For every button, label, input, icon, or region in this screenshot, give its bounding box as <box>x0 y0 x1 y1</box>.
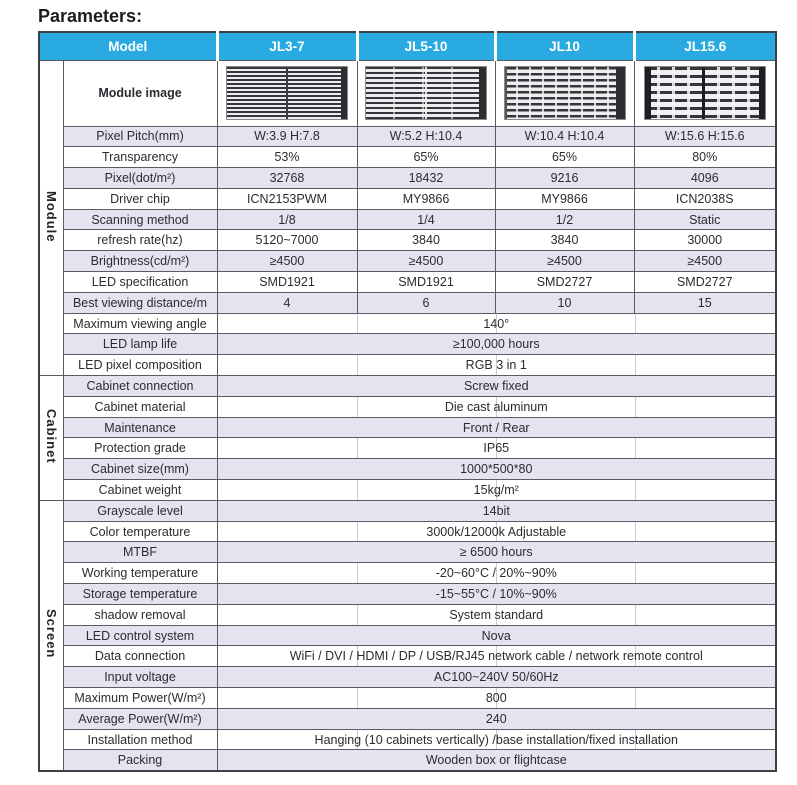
row-label: Brightness(cd/m²) <box>63 251 217 272</box>
table-row <box>39 334 776 355</box>
merged-value: Screw fixed <box>217 376 776 397</box>
table-row <box>39 688 776 709</box>
row-label: Best viewing distance/m <box>63 292 217 313</box>
merged-value: AC100~240V 50/60Hz <box>217 667 776 688</box>
merged-value: 140° <box>217 313 776 334</box>
table-row <box>39 708 776 729</box>
table-row <box>39 521 776 542</box>
table-row <box>39 500 776 521</box>
cell-value: 9216 <box>495 168 634 189</box>
cell-value: 32768 <box>217 168 357 189</box>
table-row <box>39 313 776 334</box>
merged-value: Die cast aluminum <box>217 396 776 417</box>
row-label: Average Power(W/m²) <box>63 708 217 729</box>
cell-value: SMD1921 <box>357 272 495 293</box>
cell-value: 3840 <box>357 230 495 251</box>
group-label: Module <box>43 190 59 243</box>
cell-value: ≥4500 <box>217 251 357 272</box>
table-row <box>39 188 776 209</box>
merged-value: Hanging (10 cabinets vertically) /base installation/fixed installation <box>217 729 776 750</box>
cell-value: 80% <box>634 147 776 168</box>
table-row <box>39 542 776 563</box>
module-image-cell <box>495 60 634 126</box>
row-label: Maximum viewing angle <box>63 313 217 334</box>
table-row <box>39 750 776 771</box>
cell-value: ICN2038S <box>634 188 776 209</box>
row-label: LED control system <box>63 625 217 646</box>
table-row <box>39 459 776 480</box>
module-image-row <box>39 60 776 126</box>
cell-value: SMD2727 <box>634 272 776 293</box>
table-row <box>39 584 776 605</box>
table-row <box>39 230 776 251</box>
cell-value: W:15.6 H:15.6 <box>634 126 776 147</box>
group-label: Cabinet <box>43 409 59 464</box>
table-row <box>39 272 776 293</box>
row-label: Scanning method <box>63 209 217 230</box>
merged-value: RGB 3 in 1 <box>217 355 776 376</box>
table-row <box>39 126 776 147</box>
column-header-jl3-7: JL3-7 <box>217 32 357 60</box>
parameters-table-body <box>39 60 776 771</box>
row-label: Grayscale level <box>63 500 217 521</box>
cell-value: 1/8 <box>217 209 357 230</box>
row-label: MTBF <box>63 542 217 563</box>
group-cell-module <box>39 60 63 376</box>
merged-value: ≥100,000 hours <box>217 334 776 355</box>
table-row <box>39 417 776 438</box>
table-row <box>39 168 776 189</box>
table-header <box>39 32 776 60</box>
cell-value: 30000 <box>634 230 776 251</box>
merged-value: 14bit <box>217 500 776 521</box>
column-header-jl15-6: JL15.6 <box>634 32 776 60</box>
row-label: LED pixel composition <box>63 355 217 376</box>
cell-value: ICN2153PWM <box>217 188 357 209</box>
merged-value: 800 <box>217 688 776 709</box>
cell-value: 10 <box>495 292 634 313</box>
cell-value: 65% <box>357 147 495 168</box>
header-row <box>39 32 776 60</box>
table-row <box>39 251 776 272</box>
merged-value: -20~60°C / 20%~90% <box>217 563 776 584</box>
row-label: Maintenance <box>63 417 217 438</box>
cell-value: MY9866 <box>357 188 495 209</box>
table-row <box>39 147 776 168</box>
module-image-cell <box>217 60 357 126</box>
cell-value: SMD1921 <box>217 272 357 293</box>
row-label: Cabinet weight <box>63 480 217 501</box>
cell-value: 5120~7000 <box>217 230 357 251</box>
row-label: Cabinet size(mm) <box>63 459 217 480</box>
table-row <box>39 563 776 584</box>
table-row <box>39 625 776 646</box>
row-label: Driver chip <box>63 188 217 209</box>
merged-value: WiFi / DVI / HDMI / DP / USB/RJ45 network cable / network remote control <box>217 646 776 667</box>
group-cell-screen <box>39 500 63 770</box>
cell-value: 18432 <box>357 168 495 189</box>
cell-value: MY9866 <box>495 188 634 209</box>
table-row <box>39 396 776 417</box>
table-row <box>39 438 776 459</box>
column-header-model: Model <box>39 32 217 60</box>
table-row <box>39 646 776 667</box>
row-label: Maximum Power(W/m²) <box>63 688 217 709</box>
page-title: Parameters: <box>38 6 143 26</box>
row-label: refresh rate(hz) <box>63 230 217 251</box>
cell-value: 15 <box>634 292 776 313</box>
merged-value: 3000k/12000k Adjustable <box>217 521 776 542</box>
module-image-jl5-10 <box>365 66 487 120</box>
row-label: Pixel Pitch(mm) <box>63 126 217 147</box>
merged-value: Front / Rear <box>217 417 776 438</box>
column-header-jl10: JL10 <box>495 32 634 60</box>
row-label: shadow removal <box>63 604 217 625</box>
row-label: Installation method <box>63 729 217 750</box>
cell-value: W:10.4 H:10.4 <box>495 126 634 147</box>
cell-value: 1/2 <box>495 209 634 230</box>
table-row <box>39 355 776 376</box>
row-label: Pixel(dot/m²) <box>63 168 217 189</box>
merged-value: 240 <box>217 708 776 729</box>
cell-value: SMD2727 <box>495 272 634 293</box>
group-cell-cabinet <box>39 376 63 501</box>
merged-value: IP65 <box>217 438 776 459</box>
spec-sheet-page <box>0 6 797 772</box>
row-label: LED lamp life <box>63 334 217 355</box>
merged-value: 15kg/m² <box>217 480 776 501</box>
row-label: Storage temperature <box>63 584 217 605</box>
table-row <box>39 604 776 625</box>
cell-value: Static <box>634 209 776 230</box>
column-header-jl5-10: JL5-10 <box>357 32 495 60</box>
group-label: Screen <box>43 609 59 659</box>
table-row <box>39 729 776 750</box>
cell-value: 4 <box>217 292 357 313</box>
cell-value: ≥4500 <box>357 251 495 272</box>
cell-value: 65% <box>495 147 634 168</box>
module-image-jl3-7 <box>226 66 348 120</box>
merged-value: -15~55°C / 10%~90% <box>217 584 776 605</box>
cell-value: ≥4500 <box>495 251 634 272</box>
row-label: Input voltage <box>63 667 217 688</box>
cell-value: 4096 <box>634 168 776 189</box>
module-image-cell <box>357 60 495 126</box>
cell-value: 1/4 <box>357 209 495 230</box>
merged-value: Wooden box or flightcase <box>217 750 776 771</box>
merged-value: System standard <box>217 604 776 625</box>
cell-value: 53% <box>217 147 357 168</box>
cell-value: W:5.2 H:10.4 <box>357 126 495 147</box>
cell-value: ≥4500 <box>634 251 776 272</box>
row-label: Cabinet connection <box>63 376 217 397</box>
table-row <box>39 667 776 688</box>
module-image-cell <box>634 60 776 126</box>
merged-value: 1000*500*80 <box>217 459 776 480</box>
merged-value: ≥ 6500 hours <box>217 542 776 563</box>
module-image-jl15-6 <box>644 66 766 120</box>
row-label: Cabinet material <box>63 396 217 417</box>
cell-value: 3840 <box>495 230 634 251</box>
cell-value: W:3.9 H:7.8 <box>217 126 357 147</box>
table-row <box>39 209 776 230</box>
row-label: Working temperature <box>63 563 217 584</box>
merged-value: Nova <box>217 625 776 646</box>
module-image-label: Module image <box>63 60 217 126</box>
row-label: LED specification <box>63 272 217 293</box>
row-label: Packing <box>63 750 217 771</box>
row-label: Transparency <box>63 147 217 168</box>
module-image-jl10 <box>504 66 626 120</box>
row-label: Protection grade <box>63 438 217 459</box>
table-row <box>39 376 776 397</box>
row-label: Data connection <box>63 646 217 667</box>
table-row <box>39 480 776 501</box>
row-label: Color temperature <box>63 521 217 542</box>
table-row <box>39 292 776 313</box>
cell-value: 6 <box>357 292 495 313</box>
parameters-table <box>38 31 777 772</box>
